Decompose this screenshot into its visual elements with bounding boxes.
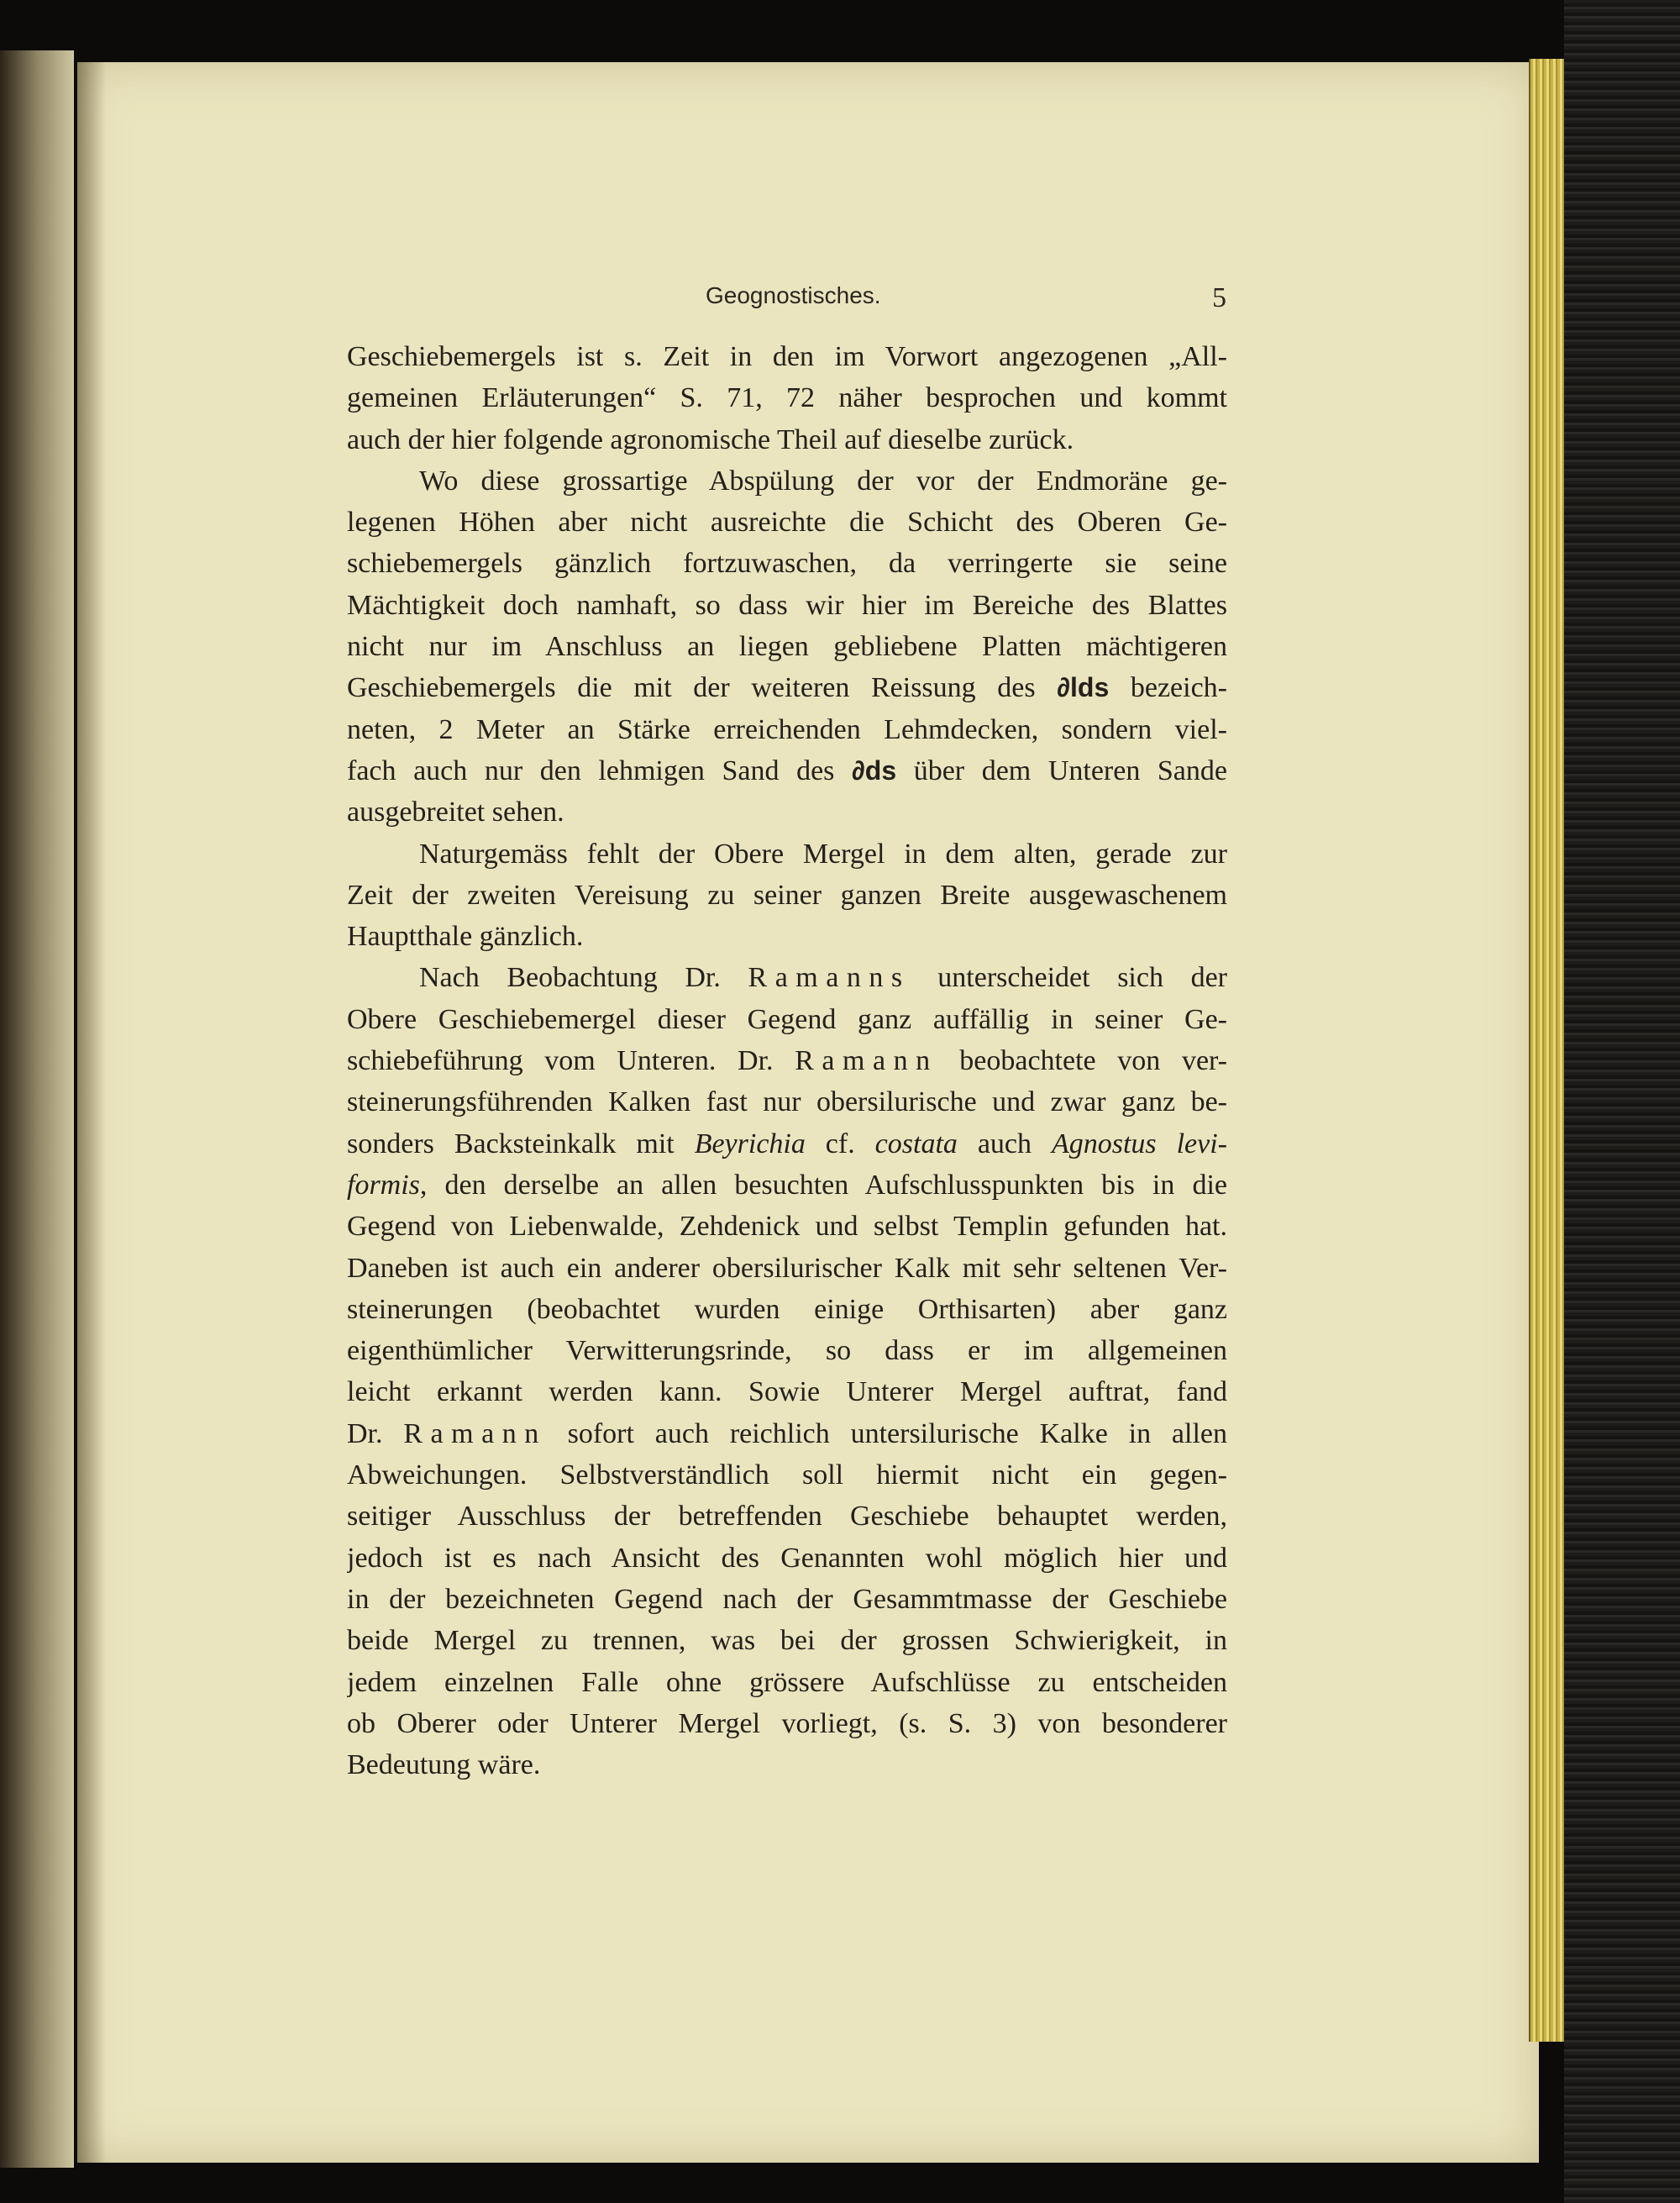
text-line <box>347 1413 1227 1454</box>
text-fragment: Nach Beobachtung Dr. <box>419 962 748 994</box>
text-fragment: Dr. <box>347 1417 404 1449</box>
map-symbol: ∂lds <box>1057 672 1110 703</box>
taxon-name: formis <box>347 1169 420 1201</box>
text-line: ob Oberer oder Unterer Mergel vorliegt, (s. S. 3) von besonderer <box>347 1707 1227 1739</box>
running-title: Geognostisches. <box>706 282 881 308</box>
text-line: in der bezeichneten Gegend nach der Gesammtmasse der Geschiebe <box>347 1583 1227 1615</box>
text-fragment: fach auch nur den lehmigen Sand des <box>347 754 852 786</box>
text-line: Naturgemäss fehlt der Obere Mergel in dem alten, gerade zur <box>419 838 1227 870</box>
text-line: Wo diese grossartige Abspülung der vor der Endmoräne ge- <box>419 465 1227 497</box>
text-line: jedem einzelnen Falle ohne grössere Aufschlüsse zu entscheiden <box>347 1666 1227 1698</box>
text-line: Zeit der zweiten Vereisung zu seiner ganzen Breite ausgewaschenem <box>347 879 1227 911</box>
taxon-name: Agnostus levi- <box>1051 1128 1227 1159</box>
text-line <box>347 1165 1227 1206</box>
text-line: ausgebreitet sehen. <box>347 797 564 828</box>
text-line: steinerungen (beobachtet wurden einige Orthisarten) aber ganz <box>347 1293 1227 1325</box>
body-text <box>347 336 1227 1785</box>
author-name: Ramann <box>403 1417 547 1449</box>
text-line: nicht nur im Anschluss an liegen gebliebene Platten mächtigeren <box>347 631 1227 663</box>
taxon-name: costata <box>874 1128 958 1159</box>
author-name: Ramanns <box>748 962 911 994</box>
text-line: legenen Höhen aber nicht ausreichte die Schicht des Oberen Ge- <box>347 507 1227 539</box>
text-line: Gegend von Liebenwalde, Zehdenick und selbst Templin gefunden hat. <box>347 1211 1227 1243</box>
text-line <box>347 1040 1227 1081</box>
running-header <box>344 282 1226 316</box>
text-line: Geschiebemergels ist s. Zeit in den im Vorwort angezogenen „All- <box>347 341 1227 372</box>
page-gutter-shadow <box>77 62 106 2163</box>
text-line <box>347 750 1227 791</box>
page-fore-edge <box>1529 59 1566 2042</box>
text-fragment: , den derselbe an allen besuchten Aufschlusspunkten bis in die <box>419 1169 1227 1201</box>
text-line: seitiger Ausschluss der betreffenden Geschiebe behauptet werden, <box>347 1501 1227 1533</box>
text-fragment: unterscheidet sich der <box>910 962 1227 994</box>
text-line: Bedeutung wäre. <box>347 1749 541 1781</box>
text-fragment: bezeich- <box>1109 672 1227 704</box>
text-line: jedoch ist es nach Ansicht des Genannten wohl möglich hier und <box>347 1542 1227 1574</box>
text-line: Hauptthale gänzlich. <box>347 921 584 953</box>
text-line: Mächtigkeit doch namhaft, so dass wir hier im Bereiche des Blattes <box>347 589 1227 621</box>
text-line: Obere Geschiebemergel dieser Gegend ganz auffällig in seiner Ge- <box>347 1003 1227 1035</box>
previous-page-edge <box>0 50 74 2168</box>
text-fragment: auch <box>957 1128 1052 1159</box>
text-line: schiebemergels gänzlich fortzuwaschen, da verringerte sie seine <box>347 548 1227 580</box>
text-line: gemeinen Erläuterungen“ S. 71, 72 näher besprochen und kommt <box>347 382 1227 414</box>
text-fragment: über dem Unteren Sande <box>896 754 1227 786</box>
text-fragment: sofort auch reichlich untersilurische Kalke in allen <box>546 1417 1227 1449</box>
page-number: 5 <box>1212 282 1226 313</box>
text-line: beide Mergel zu trennen, was bei der grossen Schwierigkeit, in <box>347 1625 1227 1657</box>
text-line: neten, 2 Meter an Stärke erreichenden Lehmdecken, sondern viel- <box>347 713 1227 745</box>
text-fragment: beobachtete von ver- <box>937 1045 1227 1077</box>
taxon-name: Beyrichia <box>694 1128 806 1159</box>
text-line <box>347 957 1227 998</box>
text-fragment: cf. <box>805 1128 875 1159</box>
text-line: leicht erkannt werden kann. Sowie Unterer Mergel auftrat, fand <box>347 1376 1227 1408</box>
book-cover-edge <box>1564 0 1680 2203</box>
map-symbol: ∂ds <box>851 754 897 786</box>
text-line: auch der hier folgende agronomische Theil auf dieselbe zurück. <box>347 423 1074 455</box>
text-line: steinerungsführenden Kalken fast nur obersilurische und zwar ganz be- <box>347 1086 1227 1118</box>
text-line: Abweichungen. Selbstverständlich soll hiermit nicht ein gegen- <box>347 1459 1227 1491</box>
text-fragment: Geschiebemergels die mit der weiteren Reissung des <box>347 672 1058 704</box>
text-line: eigenthümlicher Verwitterungsrinde, so dass er im allgemeinen <box>347 1335 1227 1367</box>
text-fragment: schiebeführung vom Unteren. Dr. <box>347 1045 795 1077</box>
text-line <box>347 667 1227 708</box>
text-fragment: sonders Backsteinkalk mit <box>347 1128 695 1159</box>
author-name: Ramann <box>795 1045 938 1077</box>
text-line: Daneben ist auch ein anderer obersilurischer Kalk mit sehr seltenen Ver- <box>347 1252 1227 1284</box>
text-line <box>347 1123 1227 1165</box>
